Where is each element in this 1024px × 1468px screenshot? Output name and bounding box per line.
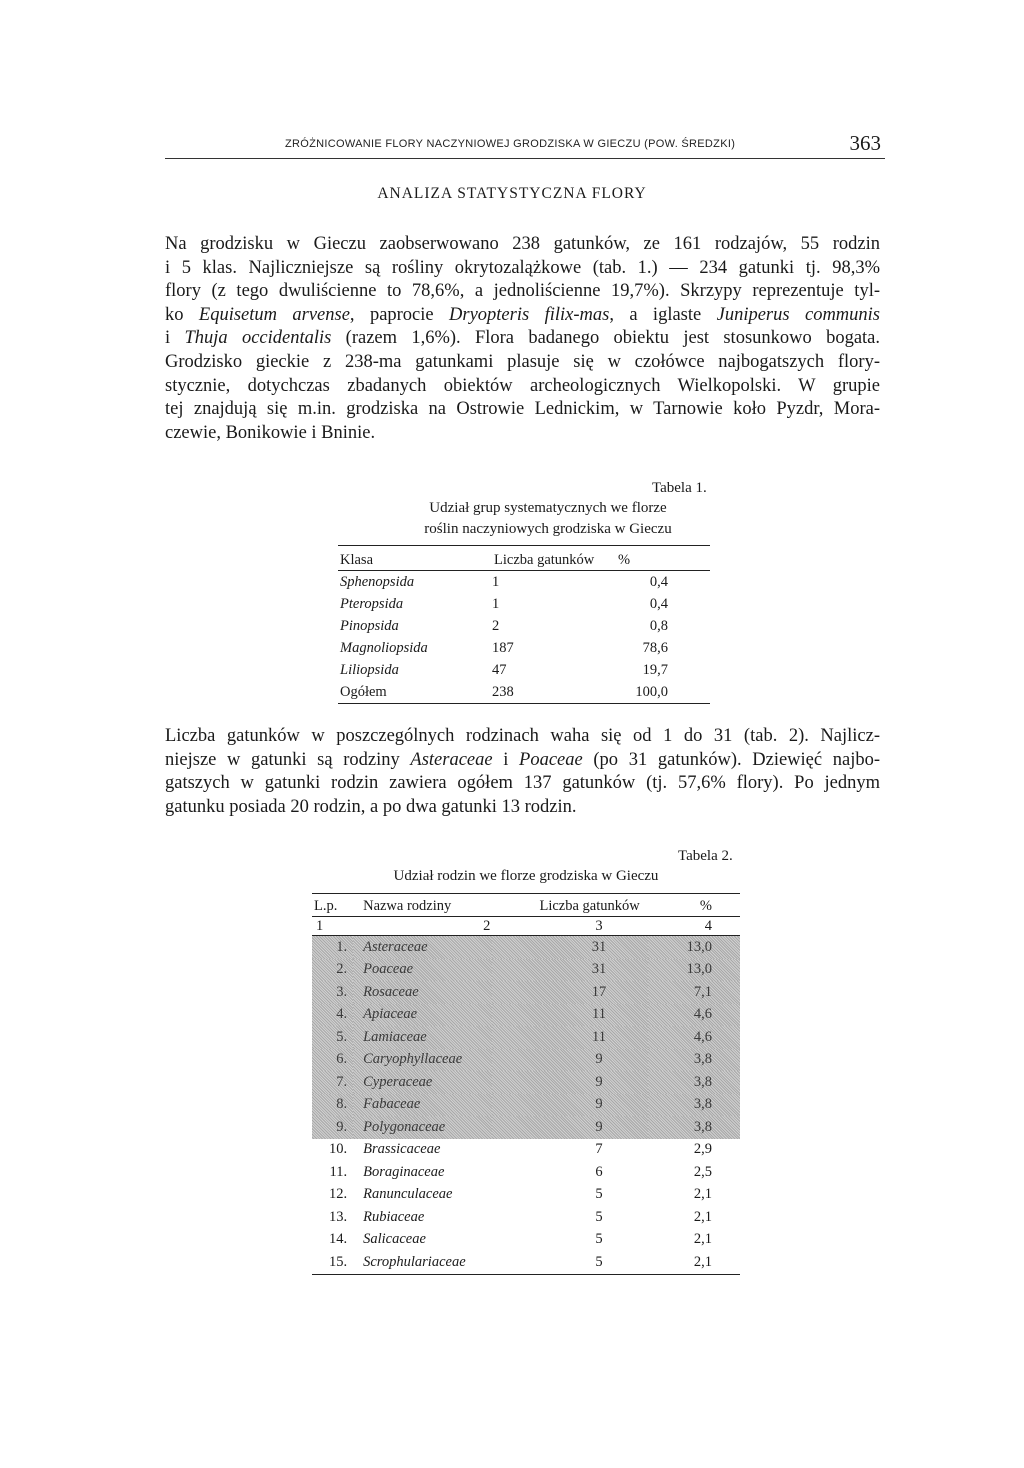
table2-cell-family: Fabaceae xyxy=(353,1094,492,1117)
text-segment: i xyxy=(165,328,185,349)
table1-caption xyxy=(338,498,758,540)
paragraph-analysis xyxy=(165,233,880,445)
table2-cell-family: Rubiaceae xyxy=(363,1208,425,1225)
italic-taxon: Thuja occidentalis xyxy=(184,328,332,349)
table2-cell-pct: 2,1 xyxy=(693,1231,712,1248)
table1-cell-klasa: Sphenopsida xyxy=(340,573,415,590)
text-line: gatunku posiada 20 rodzin, a po dwa gatunki 13 rodzin. xyxy=(165,796,577,817)
text-line: czewie, Bonikowie i Bninie. xyxy=(165,422,376,443)
table1-cell-liczba: 2 xyxy=(492,617,500,634)
table2-cell-pct: 3,8 xyxy=(648,1071,740,1094)
text-segment: i xyxy=(492,749,520,770)
table1-cell-klasa: Pinopsida xyxy=(340,617,399,634)
table2-cell-pct: 4,6 xyxy=(648,1026,740,1049)
table2-colnum: 1 xyxy=(312,917,353,936)
text-segment: , paprocie xyxy=(349,304,450,325)
table2-cell-count: 11 xyxy=(492,1026,647,1049)
table2-cell-family: Asteraceae xyxy=(353,936,492,959)
table2-cell-family: Scrophulariaceae xyxy=(363,1253,466,1270)
table2-cell-lp: 7. xyxy=(312,1071,353,1094)
table2-colnum: 2 xyxy=(353,917,492,936)
text-segment: , a iglaste xyxy=(609,304,717,325)
table2-cell-lp: 14. xyxy=(328,1231,348,1248)
table2-row xyxy=(312,1161,740,1184)
text-segment: (razem 1,6%). Flora badanego obiektu jest stosunkowo bogata. xyxy=(331,328,881,349)
table2-row xyxy=(312,1026,740,1049)
table2-cell-family: Poaceae xyxy=(353,959,492,982)
table1-caption-line: roślin naczyniowych grodziska w Gieczu xyxy=(424,521,672,537)
table1-header-klasa: Klasa xyxy=(338,546,492,571)
table2-cell-family: Apiaceae xyxy=(353,1004,492,1027)
table2-cell-count: 9 xyxy=(492,1094,647,1117)
text-line: i 5 klas. Najliczniejsze są rośliny okrytozalążkowe (tab. 1.) — 234 gatunki tj. 98,3% xyxy=(165,257,880,278)
table1-label: Tabela 1. xyxy=(652,480,707,496)
table1-cell-klasa: Magnoliopsida xyxy=(340,639,428,656)
table2-cell-pct: 2,1 xyxy=(693,1186,712,1203)
page-number: 363 xyxy=(849,131,881,155)
paragraph-families xyxy=(165,725,880,819)
table1-cell-liczba: 1 xyxy=(492,595,500,612)
table2-cell-count: 5 xyxy=(595,1253,603,1270)
table2-cell-family: Lamiaceae xyxy=(353,1026,492,1049)
table1-cell-pct: 19,7 xyxy=(642,661,668,678)
table2-row xyxy=(312,959,740,982)
table2-cell-count: 6 xyxy=(595,1163,603,1180)
table2-cell-count: 11 xyxy=(492,1004,647,1027)
table1-cell-pct: 0,4 xyxy=(649,573,668,590)
table2-cell-pct: 3,8 xyxy=(648,1116,740,1139)
table2-cell-pct: 4,6 xyxy=(648,1004,740,1027)
table2-cell-family: Caryophyllaceae xyxy=(353,1049,492,1072)
table2-cell-lp: 15. xyxy=(328,1253,348,1270)
table1-row xyxy=(338,637,710,659)
table2-cell-count: 9 xyxy=(492,1071,647,1094)
table2-cell-count: 31 xyxy=(492,959,647,982)
table2-cell-count: 7 xyxy=(595,1141,603,1158)
table1-row xyxy=(338,593,710,615)
table1-cell-pct: 78,6 xyxy=(642,639,668,656)
table2-row xyxy=(312,1004,740,1027)
table1-systematic-groups xyxy=(338,545,710,704)
table1-cell-pct: 0,4 xyxy=(649,595,668,612)
table2-cell-lp: 6. xyxy=(312,1049,353,1072)
table2-cell-family: Rosaceae xyxy=(353,981,492,1004)
table1-row xyxy=(338,615,710,637)
text-segment: niejsze w gatunki są rodziny xyxy=(165,749,411,770)
text-line: gatszych w gatunki rodzin zawiera ogółem 137 gatunków (tj. 57,6% flory). Po jednym xyxy=(165,773,880,794)
italic-taxon: Juniperus communis xyxy=(716,304,880,325)
table2-cell-lp: 4. xyxy=(312,1004,353,1027)
table2-row xyxy=(312,1139,740,1162)
section-title: ANALIZA STATYSTYCZNA FLORY xyxy=(377,185,647,202)
italic-taxon: Poaceae xyxy=(519,749,583,770)
table2-cell-lp: 13. xyxy=(328,1208,348,1225)
table2-column-numbers xyxy=(312,917,740,936)
text-line xyxy=(165,304,880,328)
table2-cell-lp: 8. xyxy=(312,1094,353,1117)
table1-cell-liczba: 1 xyxy=(492,573,500,590)
table1-cell-klasa: Liliopsida xyxy=(340,661,399,678)
table2-cell-pct: 7,1 xyxy=(648,981,740,1004)
running-title: ZRÓŻNICOWANIE FLORY NACZYNIOWEJ GRODZISKA W GIECZU (POW. ŚREDZKI) xyxy=(285,138,736,150)
table2-cell-pct: 3,8 xyxy=(648,1049,740,1072)
table2-cell-family: Ranunculaceae xyxy=(363,1186,453,1203)
text-line: tej znajdują się m.in. grodziska na Ostrowie Lednickim, w Tarnowie koło Pyzdr, Mora- xyxy=(165,399,880,420)
italic-taxon: Equisetum arvense xyxy=(198,304,350,325)
table1-cell-pct: 0,8 xyxy=(649,617,668,634)
table2-cell-pct: 13,0 xyxy=(648,936,740,959)
table1-cell-liczba: 238 xyxy=(492,683,514,700)
text-line: stycznie, dotychczas zbadanych obiektów archeologicznych Wielkopolski. W grupie xyxy=(165,375,880,396)
table1-header-liczba: Liczba gatunków xyxy=(492,546,616,571)
italic-taxon: Dryopteris filix-mas xyxy=(449,304,610,325)
table2-row xyxy=(312,1184,740,1207)
table1-header-pct: % xyxy=(616,546,710,571)
table2-cell-family: Polygonaceae xyxy=(353,1116,492,1139)
table2-cell-count: 17 xyxy=(492,981,647,1004)
table2-cell-count: 9 xyxy=(492,1049,647,1072)
table2-header-lp: L.p. xyxy=(312,894,353,917)
table2-row xyxy=(312,1206,740,1229)
text-line: Na grodzisku w Gieczu zaobserwowano 238 gatunków, ze 161 rodzajów, 55 rodzin xyxy=(165,234,880,254)
table2-families xyxy=(312,893,740,1275)
table2-cell-pct: 2,5 xyxy=(693,1163,712,1180)
table1-row xyxy=(338,571,710,594)
table2-cell-family: Salicaceae xyxy=(363,1231,426,1248)
table1-row xyxy=(338,659,710,681)
table2-row xyxy=(312,936,740,959)
table1-cell-klasa: Ogółem xyxy=(340,683,387,700)
table2-cell-family: Brassicaceae xyxy=(363,1141,441,1158)
table2-row xyxy=(312,1094,740,1117)
table2-cell-count: 5 xyxy=(595,1208,603,1225)
table2-row xyxy=(312,981,740,1004)
table2-row xyxy=(312,1116,740,1139)
text-line xyxy=(165,327,880,351)
table2-cell-pct: 3,8 xyxy=(648,1094,740,1117)
table2-cell-count: 9 xyxy=(492,1116,647,1139)
table2-cell-count: 31 xyxy=(492,936,647,959)
table1-cell-pct: 100,0 xyxy=(635,683,668,700)
text-line xyxy=(165,749,880,773)
table2-header-count: Liczba gatunków xyxy=(492,894,647,917)
table1-total-row xyxy=(338,681,710,704)
table2-cell-family: Boraginaceae xyxy=(363,1163,445,1180)
table1-cell-klasa: Pteropsida xyxy=(340,595,404,612)
table2-header-name: Nazwa rodziny xyxy=(353,894,492,917)
table2-cell-pct: 2,1 xyxy=(693,1253,712,1270)
table2-cell-count: 5 xyxy=(595,1186,603,1203)
table1-cell-liczba: 47 xyxy=(492,661,507,678)
table2-cell-lp: 11. xyxy=(329,1163,348,1180)
table2-cell-lp: 3. xyxy=(312,981,353,1004)
table2-cell-pct: 2,1 xyxy=(693,1208,712,1225)
table2-cell-lp: 5. xyxy=(312,1026,353,1049)
table2-row xyxy=(312,1049,740,1072)
table2-cell-lp: 12. xyxy=(328,1186,348,1203)
table2-label: Tabela 2. xyxy=(678,848,733,864)
running-header xyxy=(165,130,885,159)
table2-colnum: 3 xyxy=(492,917,647,936)
table2-row xyxy=(312,1251,740,1274)
text-segment: ko xyxy=(165,304,199,325)
table2-cell-lp: 1. xyxy=(312,936,353,959)
table2-cell-count: 5 xyxy=(595,1231,603,1248)
table2-cell-lp: 9. xyxy=(312,1116,353,1139)
table1-cell-liczba: 187 xyxy=(492,639,514,656)
table2-cell-lp: 10. xyxy=(328,1141,348,1158)
text-line: flory (z tego dwuliścienne to 78,6%, a jednoliścienne 19,7%). Skrzypy reprezentuje tyl- xyxy=(165,281,880,302)
table2-colnum: 4 xyxy=(648,917,740,936)
table2-cell-pct: 2,9 xyxy=(693,1141,712,1158)
text-segment: (po 31 gatunków). Dziewięć najbo- xyxy=(582,749,881,770)
table2-cell-pct: 13,0 xyxy=(648,959,740,982)
text-line: Liczba gatunków w poszczególnych rodzinach waha się od 1 do 31 (tab. 2). Najlicz- xyxy=(165,726,880,746)
table2-row xyxy=(312,1229,740,1252)
text-line: Grodzisko gieckie z 238-ma gatunkami plasuje się w czołówce najbogatszych flory- xyxy=(165,351,880,372)
table2-cell-lp: 2. xyxy=(312,959,353,982)
table1-caption-line: Udział grup systematycznych we florze xyxy=(429,500,667,516)
table1-header-row xyxy=(338,546,710,571)
table2-caption: Udział rodzin we florze grodziska w Gieczu xyxy=(393,868,659,884)
table2-cell-family: Cyperaceae xyxy=(353,1071,492,1094)
table2-header-pct: % xyxy=(648,894,740,917)
italic-taxon: Asteraceae xyxy=(410,749,493,770)
table2-row xyxy=(312,1071,740,1094)
table2-header-row xyxy=(312,894,740,917)
